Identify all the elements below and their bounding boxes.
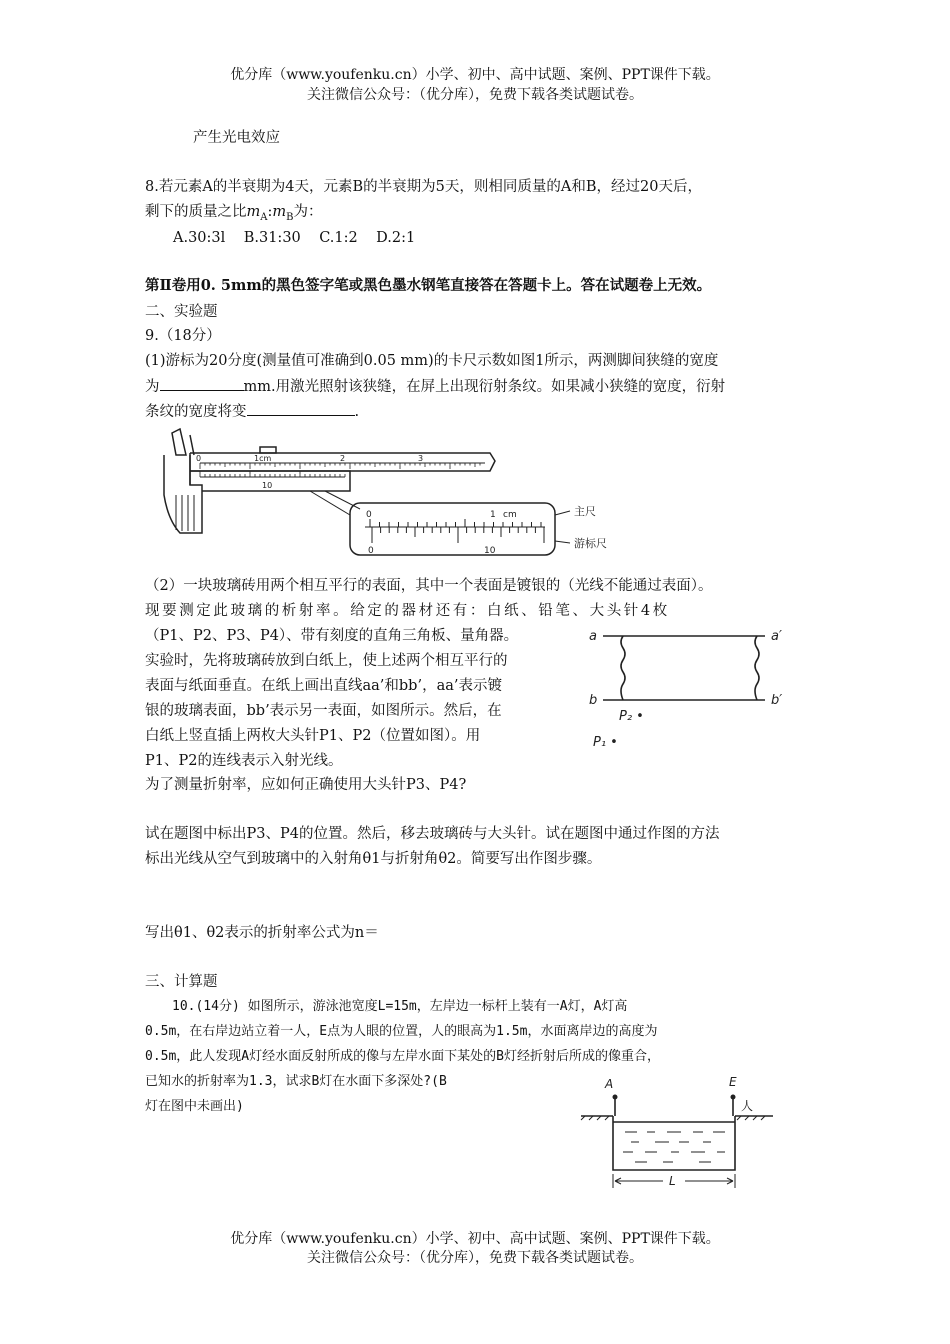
label-b-prime: b′ bbox=[771, 693, 783, 708]
label-b: b bbox=[589, 693, 598, 708]
small-vernier-10: 10 bbox=[262, 481, 273, 490]
zoom-main-cm: cm bbox=[503, 510, 517, 520]
footer-line-1: 优分库（www.youfenku.cn）小学、初中、高中试题、案例、PPT课件下载。 bbox=[230, 1231, 720, 1247]
small-tick-1cm: 1cm bbox=[254, 454, 272, 463]
section-2-heading: 二、实验题 bbox=[145, 304, 218, 320]
caliper-figure bbox=[150, 425, 670, 565]
section-3-heading: 三、计算题 bbox=[145, 974, 218, 990]
q10-line4: 已知水的折射率为1.3，试求B灯在水面下多深处?(B bbox=[145, 1074, 447, 1089]
header-line-1: 优分库（www.youfenku.cn）小学、初中、高中试题、案例、PPT课件下载。 bbox=[230, 67, 720, 83]
q9-formula-line: 写出θ1、θ2表示的折射率公式为n＝ bbox=[145, 925, 379, 941]
q9-p2-line10: 试在题图中标出P3、P4的位置。然后，移去玻璃砖与大头针。试在题图中通过作图的方法 bbox=[145, 826, 720, 842]
q9-p2-line4: 实验时，先将玻璃砖放到白纸上，使上述两个相互平行的 bbox=[145, 653, 508, 669]
zoom-vernier-10: 10 bbox=[484, 546, 496, 556]
zoom-main-0: 0 bbox=[366, 510, 372, 520]
pool-walls bbox=[613, 1116, 735, 1170]
footer-line-2: 关注微信公众号：（优分库），免费下载各类试题试卷。 bbox=[307, 1250, 643, 1266]
q10-line2: 0.5m，在右岸边站立着一人，E点为人眼的位置，人的眼高为1.5m，水面离岸边的高度为 bbox=[145, 1024, 658, 1039]
small-tick-3: 3 bbox=[418, 454, 424, 463]
q7-tail: 产生光电效应 bbox=[193, 130, 280, 146]
zoom-main-1: 1 bbox=[490, 510, 496, 520]
label-A: A bbox=[605, 1077, 614, 1091]
q8-options: A.30:3l B.31:30 C.1:2 D.2:1 bbox=[173, 230, 416, 246]
answer-blank-width[interactable] bbox=[160, 375, 244, 391]
q9-p2-line7: 白纸上竖直插上两枚大头针P1、P2（位置如图）。用 bbox=[145, 728, 481, 744]
pool-figure bbox=[575, 1070, 785, 1192]
zoom-ticks bbox=[370, 519, 544, 543]
q8-stem-1: 8.若元素A的半衰期为4天，元素B的半衰期为5天，则相同质量的A和B，经过20天后， bbox=[145, 179, 702, 195]
q9-p2-line8: P1、P2的连线表示入射光线。 bbox=[145, 753, 343, 769]
q9-p1-line2: 为 mm.用激光照射该狭缝，在屏上出现衍射条纹。如果减小狭缝的宽度，衍射 bbox=[145, 375, 725, 398]
pin-p1: P₁ • bbox=[593, 735, 618, 750]
q9-p1-line3: 条纹的宽度将变 . bbox=[145, 400, 359, 423]
small-tick-0: 0 bbox=[196, 454, 202, 463]
label-L: L bbox=[669, 1174, 676, 1188]
q9-p2-line3: （P1、P2、P3、P4）、带有刻度的直角三角板、量角器。 bbox=[145, 628, 519, 644]
q10-line3: 0.5m，此人发现A灯经水面反射所成的像与左岸水面下某处的B灯经折射后所成的像重合， bbox=[145, 1049, 660, 1064]
label-person: 人 bbox=[741, 1099, 754, 1113]
lamp-a bbox=[613, 1095, 618, 1100]
lower-jaw bbox=[164, 455, 202, 533]
q9-p2-line9: 为了测量折射率，应如何正确使用大头针P3、P4? bbox=[145, 777, 467, 793]
answer-blank-fringe[interactable] bbox=[247, 400, 355, 416]
q10-line5: 灯在图中未画出) bbox=[145, 1099, 244, 1114]
q9-p2-line2: 现要测定此玻璃的析射率。给定的器材还有：白纸、铅笔、大头针4枚 bbox=[145, 603, 670, 619]
brick-left-edge bbox=[621, 636, 625, 700]
vernier-scale-label: 游标尺 bbox=[574, 537, 607, 550]
glass-brick-figure bbox=[585, 622, 800, 754]
pin-p2: P₂ • bbox=[619, 709, 644, 724]
upper-jaw-left bbox=[172, 429, 186, 455]
q8-stem-2: 剩下的质量之比$m_A:m_B$为： bbox=[145, 204, 323, 223]
small-tick-2: 2 bbox=[340, 454, 346, 463]
q10-line1: 10.(14分) 如图所示，游泳池宽度L=15m，左岸边一标杆上装有一A灯，A灯高 bbox=[172, 999, 628, 1014]
q9-p1-line1: (1)游标为20分度(测量值可准确到0.05 mm)的卡尺示数如图1所示，两测脚间狭缝的宽度 bbox=[145, 353, 719, 369]
eye-e bbox=[731, 1095, 736, 1100]
label-a: a bbox=[589, 629, 597, 644]
label-E: E bbox=[729, 1075, 737, 1089]
zoom-vernier-0: 0 bbox=[368, 546, 374, 556]
main-scale-label: 主尺 bbox=[574, 505, 596, 518]
q9-p2-line5: 表面与纸面垂直。在纸上画出直线aa’和bb’，aa’表示镀 bbox=[145, 678, 502, 694]
q9-p2-line1: （2）一块玻璃砖用两个相互平行的表面，其中一个表面是镀银的（光线不能通过表面）。 bbox=[145, 578, 713, 594]
part2-title: 第Ⅱ卷用0. 5mm的黑色签字笔或黑色墨水钢笔直接答在答题卡上。答在试题卷上无效。 bbox=[145, 277, 712, 294]
lock-screw bbox=[260, 447, 276, 453]
q9-p2-line6: 银的玻璃表面，bb’表示另一表面，如图所示。然后，在 bbox=[145, 703, 502, 719]
main-scale-ticks bbox=[200, 463, 480, 477]
q9-p2-line11: 标出光线从空气到玻璃中的入射角θ1与折射角θ2。简要写出作图步骤。 bbox=[145, 851, 602, 867]
brick-right-edge bbox=[755, 636, 759, 700]
q9-head: 9.（18分） bbox=[145, 328, 221, 344]
label-a-prime: a′ bbox=[771, 629, 782, 644]
header-line-2: 关注微信公众号：（优分库），免费下载各类试题试卷。 bbox=[307, 87, 643, 103]
